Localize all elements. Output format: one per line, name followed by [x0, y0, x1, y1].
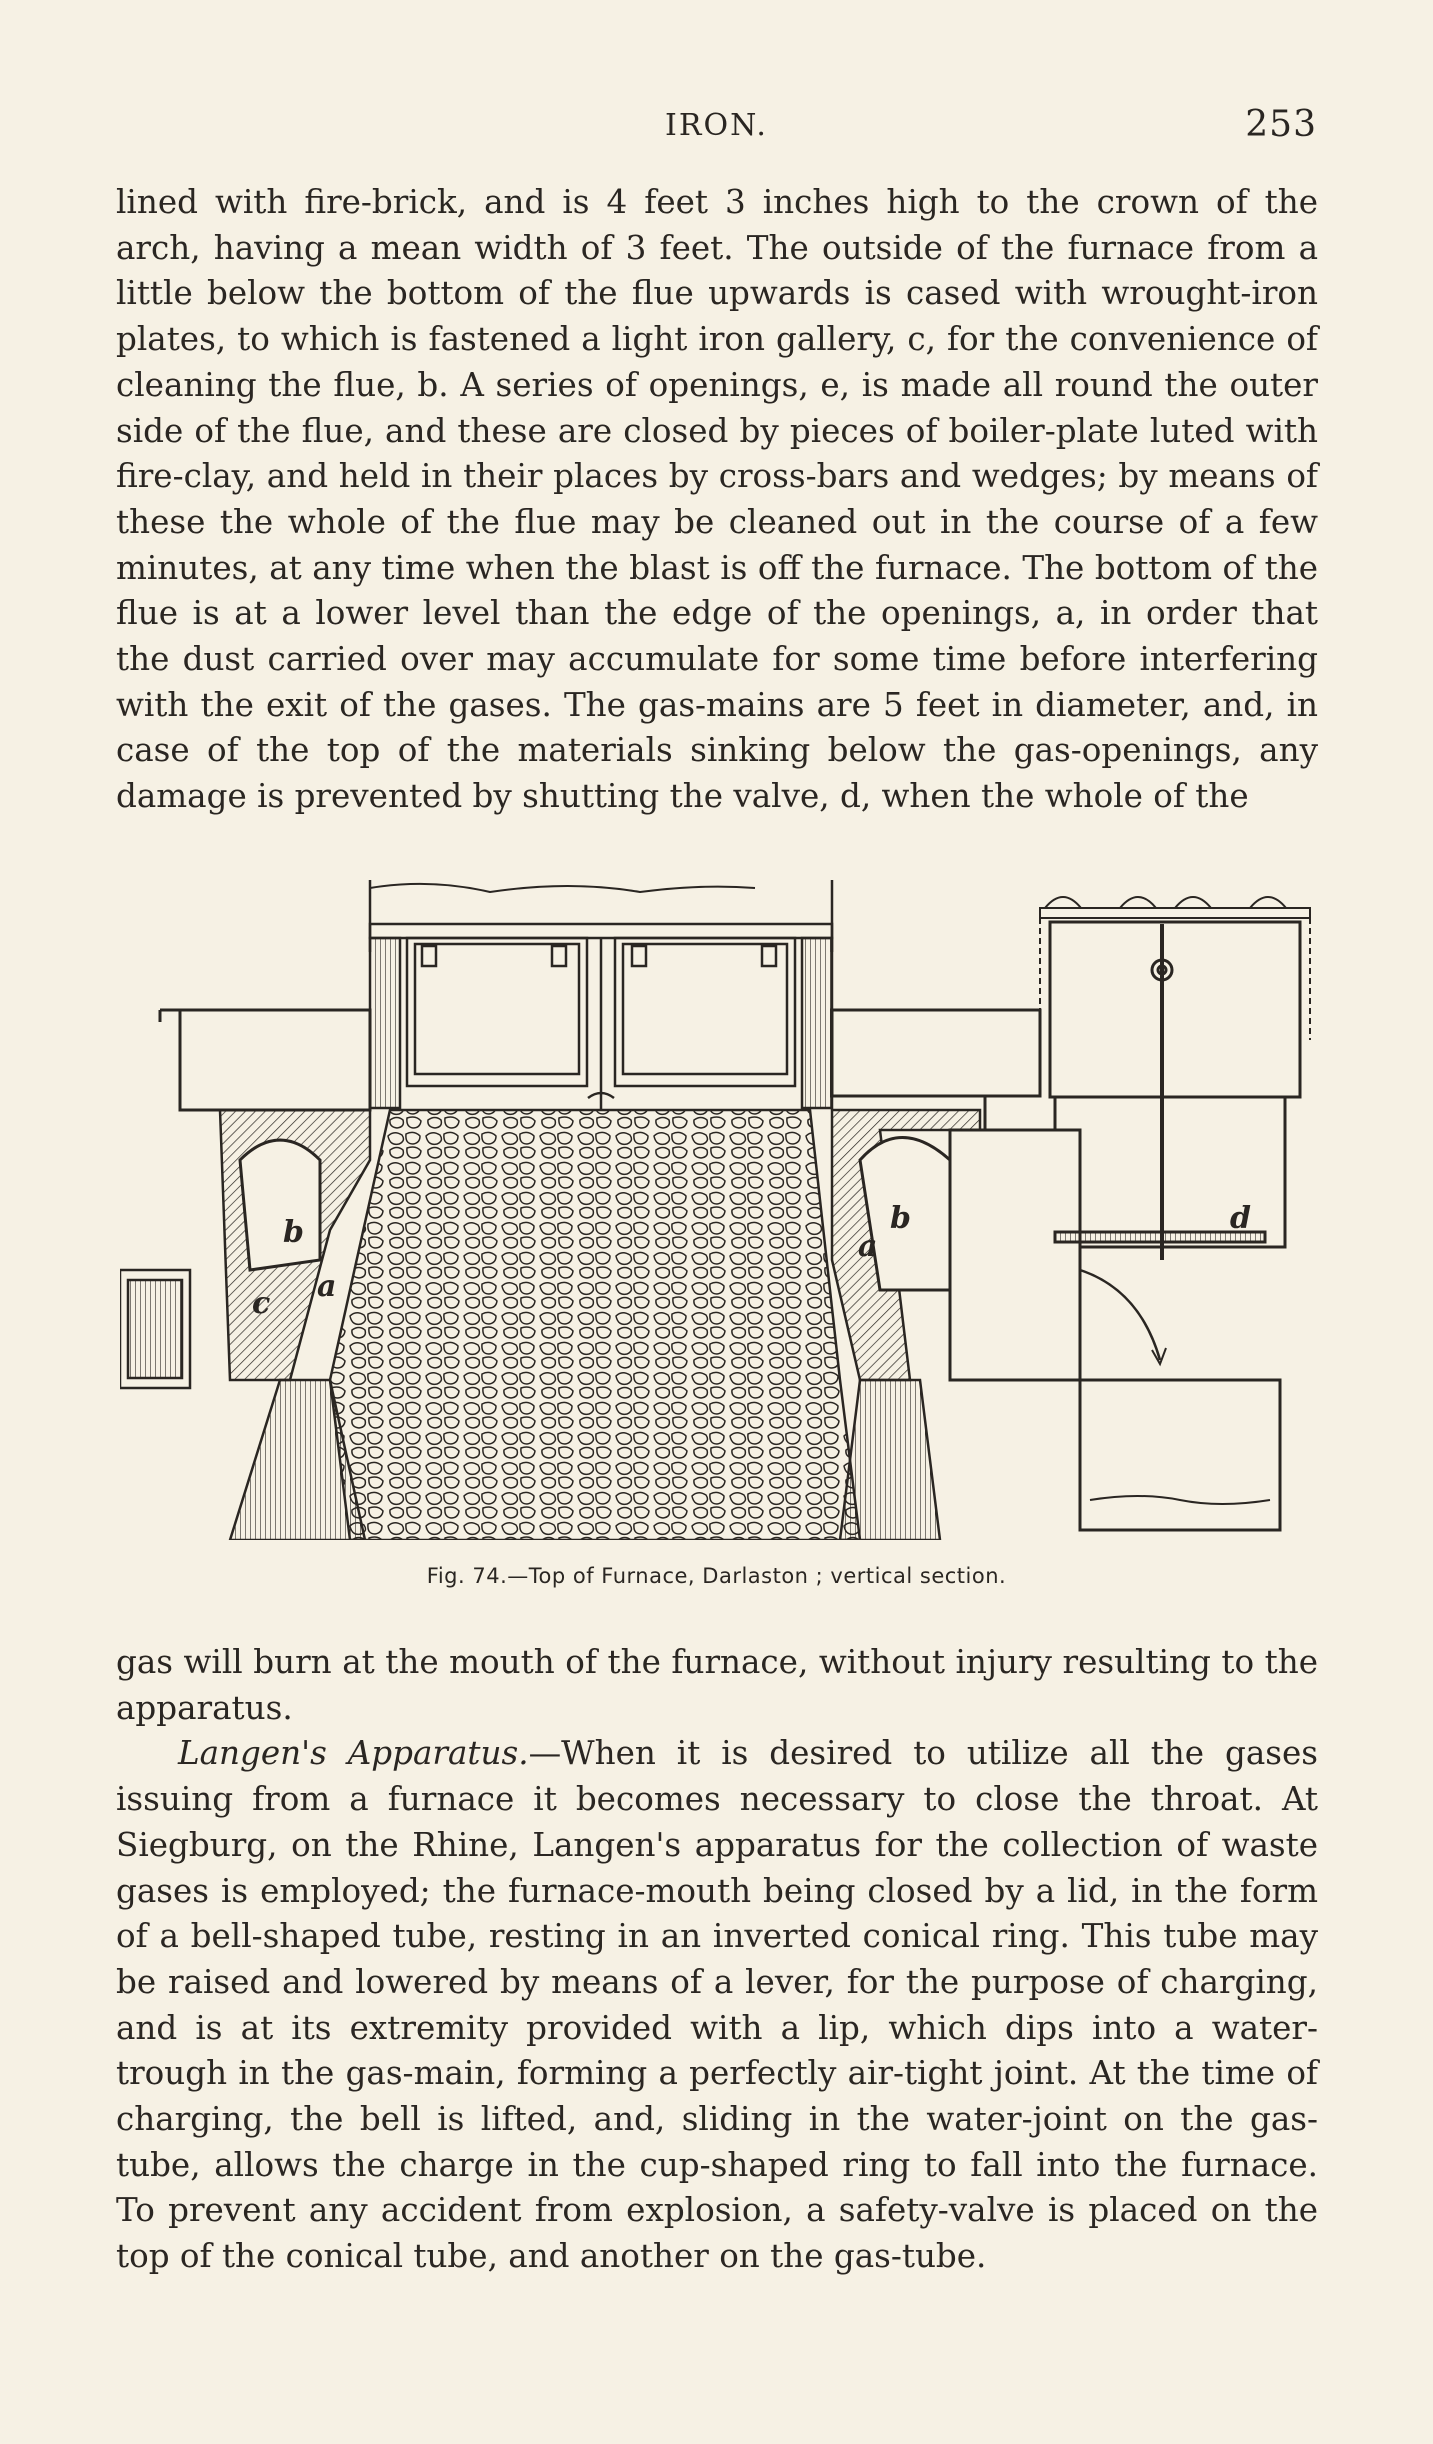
page-header	[0, 104, 1433, 158]
paragraph: gas will burn at the mouth of the furnace, without injury resulting to the apparatus.	[116, 1643, 1318, 1727]
paragraph: lined with fire-brick, and is 4 feet 3 inches high to the crown of the arch, having a mean width of 3 feet. The outside of the furnace from a little below the bottom of the flue upwards is cased with wrought-iron plates, to which is fastened a light iron gallery, c, for the convenience of cleaning the flue, b. A series of openings, e, is made all round the outer side of the flue, and these are closed by pieces of boiler-plate luted with fire-clay, and held in their places by cross-bars and wedges; by means of these the whole of the flue may be cleaned out in the course of a few minutes, at any time when the blast is off the furnace. The bottom of the flue is at a lower level than the edge of the openings, a, in order that the dust carried over may accumulate for some time before interfering with the exit of the gases. The gas-mains are 5 feet in diameter, and, in case of the top of the materials sinking below the gas-openings, any damage is prevented by shutting the valve, d, when the whole of the	[116, 183, 1318, 816]
label-a-left: a	[317, 1269, 337, 1304]
gallery-left	[120, 1270, 190, 1388]
running-head: IRON.	[665, 108, 768, 143]
body-text-top	[116, 180, 1318, 820]
furnace-section-drawing	[120, 860, 1320, 1540]
charging-platform	[370, 880, 832, 1110]
label-a-right: a	[858, 1229, 878, 1264]
label-d: d	[1230, 1201, 1251, 1236]
label-b-left: b	[283, 1215, 304, 1250]
label-b-right: b	[890, 1201, 911, 1236]
figure-caption: Fig. 74.—Top of Furnace, Darlaston ; vertical section.	[426, 1564, 1007, 1588]
paragraph	[116, 1731, 1318, 2279]
valve-and-outlet	[1055, 1232, 1280, 1530]
page-number: 253	[1245, 104, 1317, 145]
furnace-charge	[330, 1110, 860, 1540]
figure-74	[120, 860, 1320, 1540]
paragraph-body: —When it is desired to utilize all the gases issuing from a furnace it becomes necessary to close the throat. At Siegburg, on the Rhine, Langen's apparatus for the collection of waste gases is employed; the furnace-mouth being closed by a lid, in the form of a bell-shaped tube, resting in an inverted conical ring. This tube may be raised and lowered by means of a lever, for the purpose of charging, and is at its extremity provided with a lip, which dips into a water-trough in the gas-main, forming a perfectly air-tight joint. At the time of charging, the bell is lifted, and, sliding in the water-joint on the gas-tube, allows the charge in the cup-shaped ring to fall into the furnace. To prevent any accident from explosion, a safety-valve is placed on the top of the conical tube, and another on the gas-tube.	[116, 1734, 1318, 2276]
paragraph-heading: Langen's Apparatus.	[178, 1734, 529, 1773]
label-c: c	[252, 1286, 271, 1321]
body-text-bottom	[116, 1640, 1318, 2280]
